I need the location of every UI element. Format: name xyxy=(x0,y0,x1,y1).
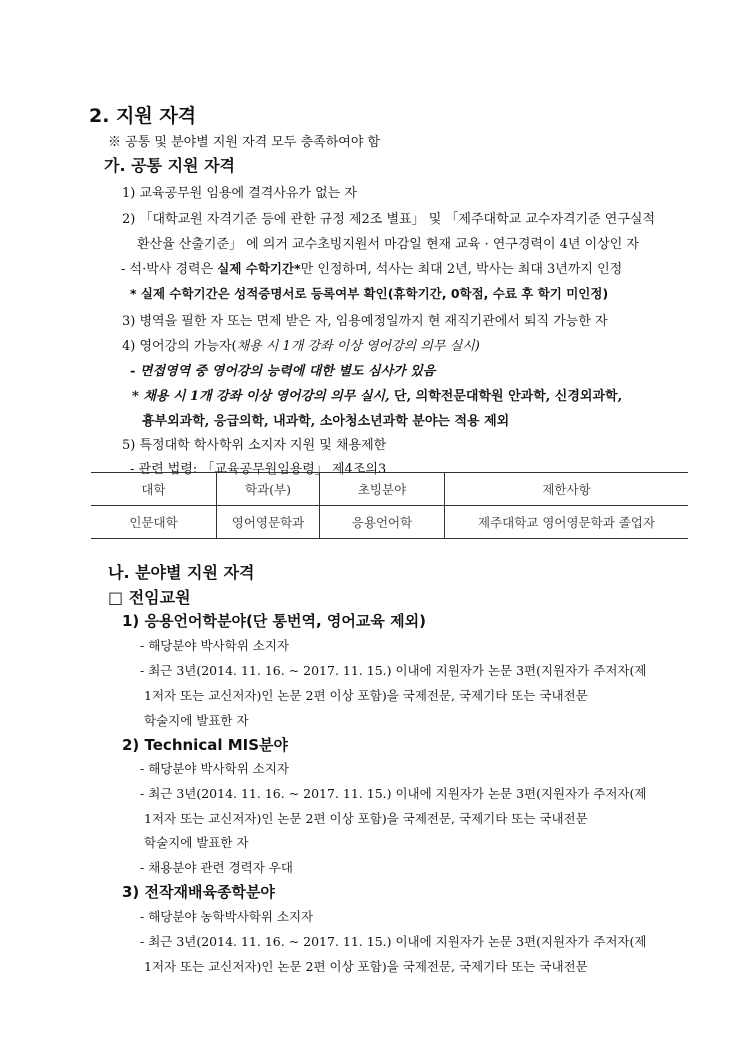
area-3-item: - 해당분야 농학박사학위 소지자 xyxy=(140,909,314,924)
field-category: □ 전임교원 xyxy=(108,588,191,607)
table-cell: 응용언어학 xyxy=(320,506,445,539)
common-item-4-note-line2: 흉부외과학, 응급의학, 내과학, 소아청소년과학 분야는 적용 제외 xyxy=(142,414,510,429)
section-title: 2. 지원 자격 xyxy=(89,105,197,127)
table-row xyxy=(91,506,688,539)
field-title: 나. 분야별 지원 자격 xyxy=(108,563,255,582)
area-2-item: 학술지에 발표한 자 xyxy=(144,835,249,850)
table-cell: 인문대학 xyxy=(91,506,217,539)
table-header-cell: 초빙분야 xyxy=(320,473,445,506)
common-item-4-note-line1: * 채용 시 1개 강좌 이상 영어강의 의무 실시, 단, 의학전문대학원 안과학, 신경외과학, xyxy=(132,389,623,404)
table-header-row xyxy=(91,473,688,506)
area-2-item: 1저자 또는 교신저자)인 논문 2편 이상 포함)을 국제전문, 국제기타 또는 국내전문 xyxy=(144,811,588,826)
common-item-2-note: * 실제 수학기간은 성적증명서로 등록여부 확인(휴학기간, 0학점, 수료 후 학기 미인정) xyxy=(130,286,609,301)
area-1-item: 1저자 또는 교신저자)인 논문 2편 이상 포함)을 국제전문, 국제기타 또는 국내전문 xyxy=(144,688,588,703)
common-item-5: 5) 특정대학 학사학위 소지자 지원 및 채용제한 xyxy=(122,438,387,453)
restriction-table xyxy=(91,472,688,539)
common-item-1: 1) 교육공무원 임용에 결격사유가 없는 자 xyxy=(122,186,357,201)
common-item-3: 3) 병역을 필한 자 또는 면제 받은 자, 임용예정일까지 현 재직기관에서 퇴직 가능한 자 xyxy=(122,314,608,329)
table-cell: 제주대학교 영어영문학과 졸업자 xyxy=(445,506,689,539)
table-header-cell: 제한사항 xyxy=(445,473,689,506)
area-2-title: 2) Technical MIS분야 xyxy=(122,736,288,754)
area-1-item: - 최근 3년(2014. 11. 16. ~ 2017. 11. 15.) 이내에 지원자가 논문 3편(지원자가 주저자(제 xyxy=(140,663,647,678)
checkbox-square-icon: □ xyxy=(108,588,124,607)
common-item-5-sub: - 관련 법령: 「교육공무원임용령」 제4조의3 xyxy=(130,462,387,477)
section-note: ※ 공통 및 분야별 지원 자격 모두 충족하여야 함 xyxy=(108,135,381,150)
common-item-4-sub: - 면접영역 중 영어강의 능력에 대한 별도 심사가 있음 xyxy=(130,364,436,379)
common-title: 가. 공통 지원 자격 xyxy=(104,156,235,175)
area-2-item: - 해당분야 박사학위 소지자 xyxy=(140,761,289,776)
common-item-2-line1: 2) 「대학교원 자격기준 등에 관한 규정 제2조 별표」 및 「제주대학교 교수자격기준 연구실적 xyxy=(122,212,656,227)
common-item-2-line2: 환산율 산출기준」 에 의거 교수초빙지원서 마감일 현재 교육 · 연구경력이 4년 이상인 자 xyxy=(137,237,639,252)
area-2-item: - 채용분야 관련 경력자 우대 xyxy=(140,860,293,875)
area-3-title: 3) 전작재배육종학분야 xyxy=(122,883,275,901)
area-1-item: - 해당분야 박사학위 소지자 xyxy=(140,638,289,653)
area-1-item: 학술지에 발표한 자 xyxy=(144,713,249,728)
area-2-item: - 최근 3년(2014. 11. 16. ~ 2017. 11. 15.) 이내에 지원자가 논문 3편(지원자가 주저자(제 xyxy=(140,786,647,801)
common-item-4: 4) 영어강의 가능자(채용 시 1개 강좌 이상 영어강의 의무 실시) xyxy=(122,339,480,354)
area-1-title: 1) 응용언어학분야(단 통번역, 영어교육 제외) xyxy=(122,612,426,630)
table-header-cell: 대학 xyxy=(91,473,217,506)
table-cell: 영어영문학과 xyxy=(217,506,320,539)
common-item-2-sub: - 석·박사 경력은 실제 수학기간*만 인정하며, 석사는 최대 2년, 박사는 최대 3년까지 인정 xyxy=(121,261,623,277)
table-header-cell: 학과(부) xyxy=(217,473,320,506)
area-3-item: 1저자 또는 교신저자)인 논문 2편 이상 포함)을 국제전문, 국제기타 또는 국내전문 xyxy=(144,959,588,974)
area-3-item: - 최근 3년(2014. 11. 16. ~ 2017. 11. 15.) 이내에 지원자가 논문 3편(지원자가 주저자(제 xyxy=(140,934,647,949)
